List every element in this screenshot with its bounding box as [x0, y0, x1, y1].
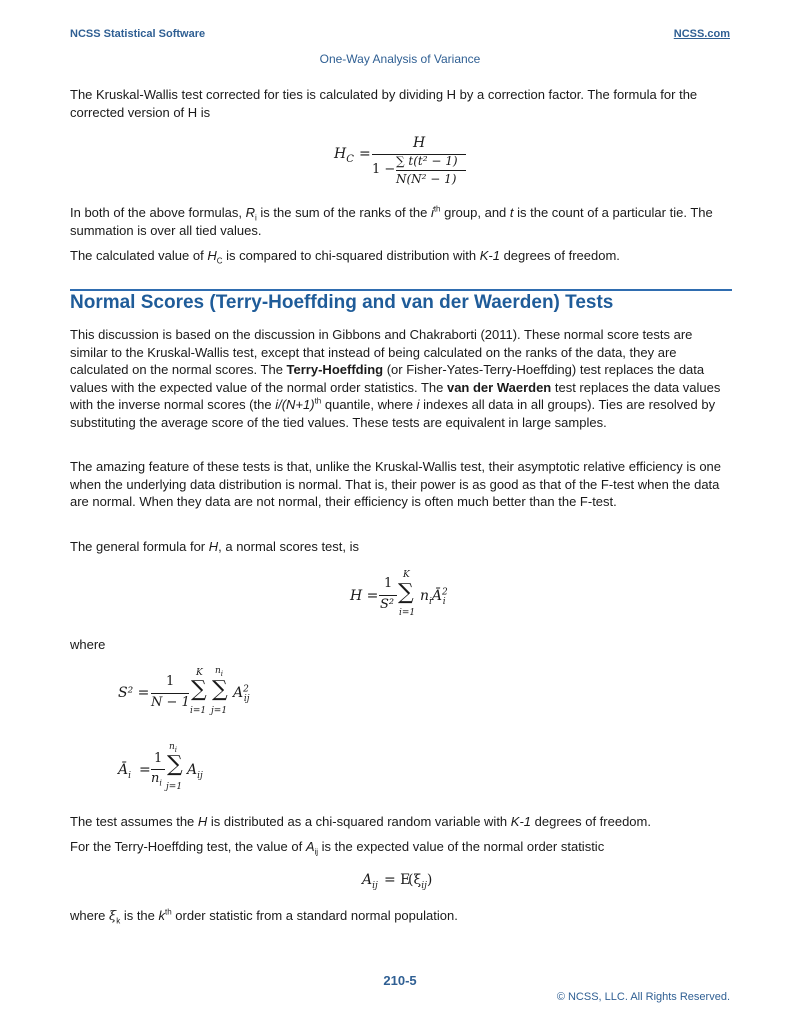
paragraph-general-formula: The general formula for H, a normal scores test, is	[70, 539, 360, 554]
section-title: Normal Scores (Terry-Hoeffding and van der Waerden) Tests	[70, 292, 614, 313]
eq-h-s2: S²	[380, 597, 395, 612]
eq-s2-fraction-bar	[151, 693, 189, 694]
equation-h	[350, 570, 460, 620]
eq-hc-numerator: H	[413, 135, 426, 151]
eq-aij-e: = E	[384, 872, 411, 888]
paragraph-where: where	[70, 637, 106, 652]
equation-s2	[118, 668, 268, 724]
eq-s2-top1: K	[196, 668, 203, 678]
eq-s2-sigma1: ∑	[191, 677, 207, 702]
eq-s2-den: N − 1	[151, 695, 190, 710]
copyright: © NCSS, LLC. All Rights Reserved.	[556, 991, 730, 1003]
paragraph-terry-hoeffding: For the Terry-Hoeffding test, the value of $A_{ij}$ is the expected value of the normal order statistic	[70, 839, 605, 857]
eq-abar-bot: j=1	[166, 782, 183, 792]
eq-hc-sum: ∑ t(t² − 1)	[396, 154, 458, 168]
equation-abar	[118, 742, 228, 798]
eq-s2-sigma2: ∑	[212, 677, 228, 702]
eq-abar-sigma: ∑	[167, 752, 183, 777]
eq-h-lhs: H =	[350, 588, 379, 604]
section-divider	[70, 289, 732, 291]
eq-hc-one-minus: 1 −	[372, 162, 396, 177]
paragraph-efficiency: The amazing feature of these tests is that, unlike the Kruskal-Wallis test, their asymptotic relative efficiency is one when the underlying data distribution is normal. That is, their power is as good as that of the F-test when the data are normal. When they data are not normal, their efficiency is often much better than the F-test.	[70, 459, 722, 510]
header-software: NCSS Statistical Software	[70, 28, 206, 40]
eq-abar-equals: =	[139, 762, 151, 778]
paragraph-normal-scores-intro: This discussion is based on the discussion in Gibbons and Chakraborti (2011). These normal score tests are similar to the Kruskal-Wallis test, except that instead of being calculated on the ranks of the data, they are calculated on the normal scores. The Terry-Hoeffding (or Fisher-Yates-Terry-Hoeffding) test replaces the data values with the expected value of the normal order statistics. The van der Waerden test replaces the data values with the inverse normal scores (the $i/(N+1)^{th}$ quantile, where i indexes all data in all groups). Ties are resolved by substituting the average score of the tied values. These tests are equivalent in large samples.	[70, 327, 721, 430]
eq-s2-term: $A^2_{ij}$	[233, 684, 250, 704]
paragraph-order-statistic: where $\xi_k$ is the $k^{th}$ order statistic from a standard normal population.	[70, 907, 458, 926]
equation-hc	[334, 132, 474, 192]
equation-aij	[362, 870, 452, 894]
eq-s2-one: 1	[166, 674, 175, 689]
header-chapter-title: One-Way Analysis of Variance	[319, 52, 481, 66]
eq-hc-inner-fraction-bar	[396, 170, 466, 171]
paragraph-formula-notes: In both of the above formulas, $R_i$ is the sum of the ranks of the $i^{th}$ group, and t is the count of a particular tie. The summation is over all tied values.	[70, 204, 713, 238]
eq-abar-top: $n_i$	[169, 742, 178, 754]
eq-h-fraction-bar	[379, 595, 397, 596]
eq-h-sum-top: K	[403, 570, 410, 580]
paragraph-test-assumes: The test assumes the H is distributed as a chi-squared random variable with K-1 degrees of freedom.	[70, 814, 651, 829]
eq-s2-lhs: S² =	[118, 685, 150, 701]
eq-abar-one: 1	[154, 751, 163, 766]
eq-hc-inner-denominator: N(N² − 1)	[396, 172, 457, 186]
eq-abar-fraction-bar	[151, 769, 165, 770]
eq-abar-den: $n_i$	[151, 771, 162, 788]
page-number: 210-5	[383, 973, 417, 988]
eq-aij-lhs: $A_{ij}$	[362, 872, 378, 891]
eq-hc-equals: =	[359, 146, 371, 162]
eq-s2-bot1: i=1	[190, 706, 207, 716]
paragraph-chi-squared: The calculated value of $H_C$ is compared to chi-squared distribution with K-1 degrees of freedom.	[70, 248, 620, 266]
eq-h-sigma: ∑	[398, 580, 414, 605]
eq-hc-lhs: $H_C$	[334, 146, 354, 165]
eq-h-one: 1	[384, 576, 393, 591]
eq-h-term: $n_iĀ^2_i$	[420, 587, 448, 607]
header-site-link[interactable]: NCSS.com	[673, 28, 730, 40]
eq-aij-arg: $(\xi_{ij})$	[408, 872, 433, 891]
eq-abar-term: $A_{ij}$	[187, 762, 203, 781]
eq-abar-lhs: $Ā_i$	[118, 762, 132, 781]
eq-h-sum-bottom: i=1	[399, 608, 416, 618]
eq-s2-top2: $n_i$	[215, 666, 224, 678]
paragraph-ties-intro: The Kruskal-Wallis test corrected for ties is calculated by dividing H by a correction factor. The formula for the corrected version of H is	[70, 87, 698, 120]
eq-s2-bot2: j=1	[211, 706, 228, 716]
